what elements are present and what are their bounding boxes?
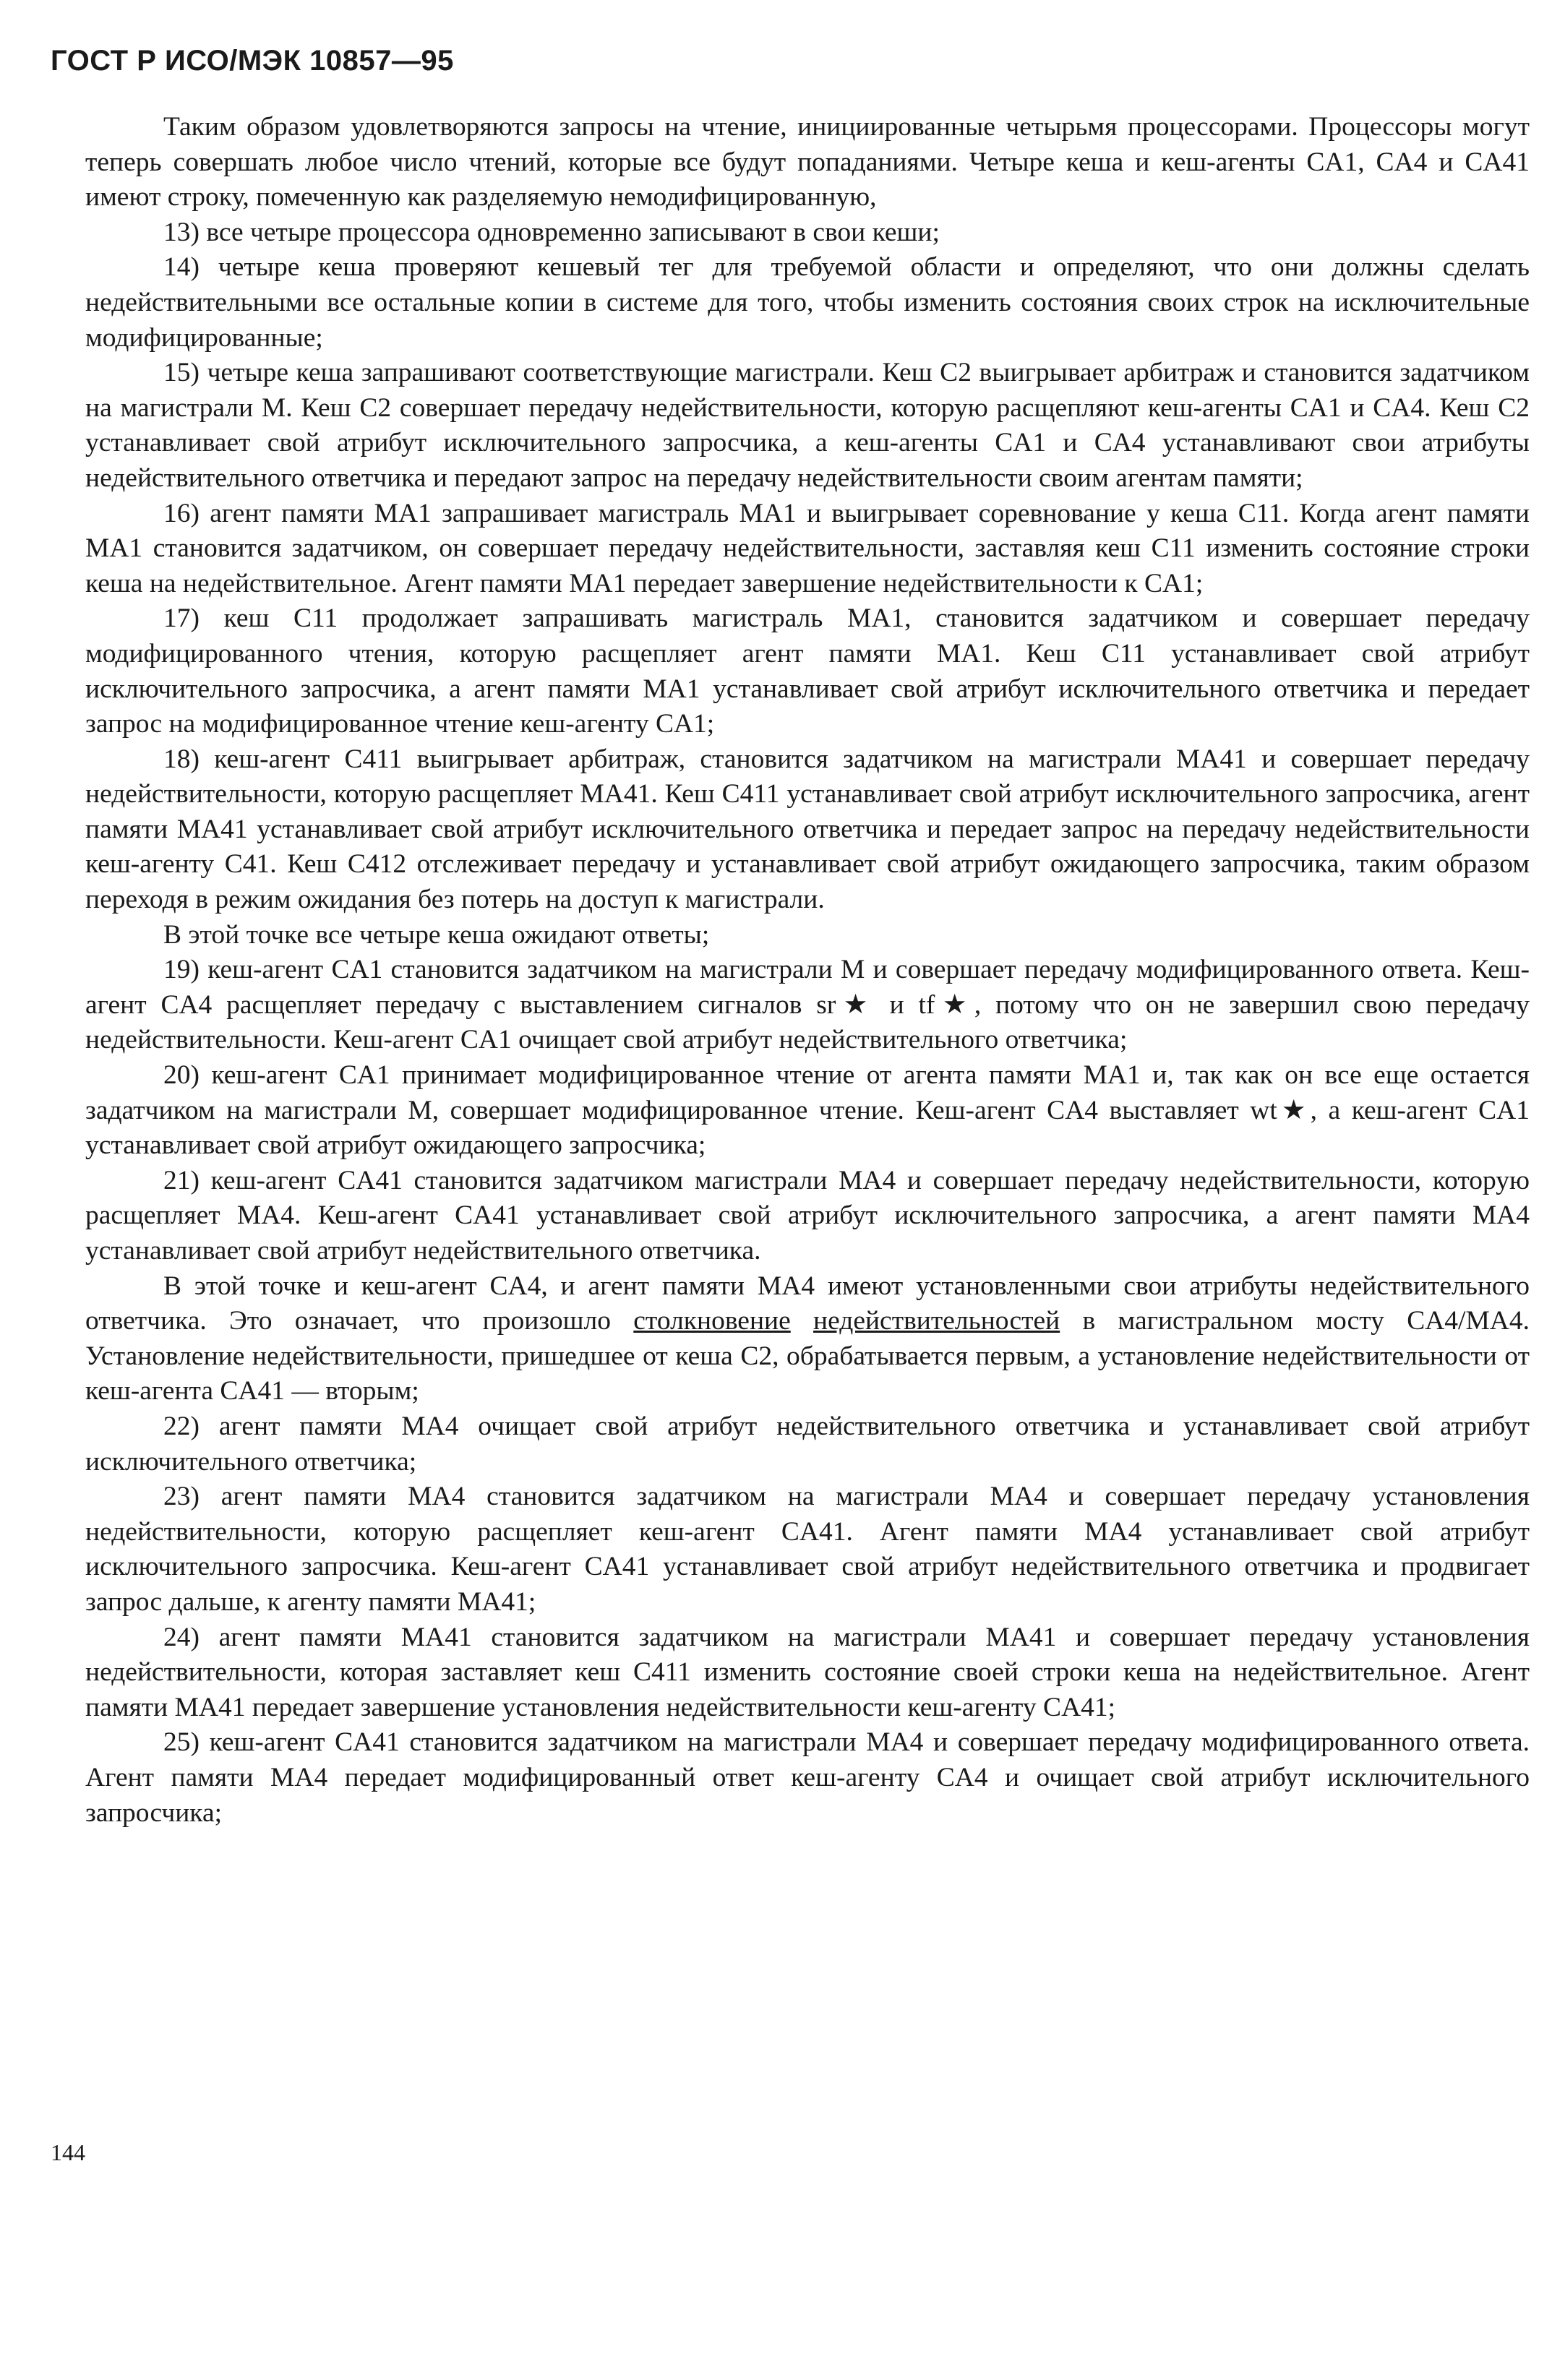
page-header-title: ГОСТ Р ИСО/МЭК 10857—95 [51,45,454,77]
paragraph: Таким образом удовлетворяются запросы на чтение, инициированные четырьмя процессорами. Процессоры могут теперь совершать любое число чтений, которые все будут попаданиями. Четыре кеша и кеш-агенты CA1, CA4 и CA41 имеют строку, помеченную как разделяемую немодифицированную, [85,112,1530,212]
page-body [85,110,1530,1831]
paragraph: 13) все четыре процессора одновременно записывают в свои кеши; [163,217,940,247]
paragraph: 15) четыре кеша запрашивают соответствующие магистрали. Кеш C2 выигрывает арбитраж и становится задатчиком на магистрали M. Кеш C2 совершает передачу недействительности, которую расщепляют кеш-агенты CA1 и CA4. Кеш C2 устанавливает свой атрибут исключительного запросчика, а кеш-агенты CA1 и CA4 устанавливают свои атрибуты недействительного ответчика и передают запрос на передачу недействительности своим агентам памяти; [85,358,1530,493]
paragraph: 21) кеш-агент CA41 становится задатчиком магистрали MA4 и совершает передачу недействительности, которую расщепляет MA4. Кеш-агент CA41 устанавливает свой атрибут исключительного запросчика, а агент памяти MA4 устанавливает свой атрибут недействительного ответчика. [85,1165,1530,1266]
paragraph: В этой точке все четыре кеша ожидают ответы; [163,919,710,950]
paragraph: 17) кеш C11 продолжает запрашивать магистраль MA1, становится задатчиком и совершает передачу модифицированного чтения, которую расщепляет агент памяти MA1. Кеш C11 устанавливает свой атрибут исключительного запросчика, а агент памяти MA1 устанавливает свой атрибут исключительного ответчика и передает запрос на модифицированное чтение кеш-агенту CA1; [85,603,1530,739]
paragraph: 16) агент памяти MA1 запрашивает магистраль MA1 и выигрывает соревнование у кеша C11. Когда агент памяти MA1 становится задатчиком, он совершает передачу недействительности, заставляя кеш C11 изменить состояние строки кеша на недействительное. Агент памяти MA1 передает завершение недействительности к CA1; [85,498,1530,598]
page-number: 144 [51,2139,85,2165]
paragraph-text: В этой точке и кеш-агент CA4, и агент памяти MA4 имеют установленными свои атрибуты недействительного ответчика. Это означает, что произошло [85,1271,1530,1336]
paragraph: 20) кеш-агент CA1 принимает модифицированное чтение от агента памяти MA1 и, так как он все еще остается задатчиком на магистрали M, совершает модифицированное чтение. Кеш-агент CA4 выставляет wt★, а кеш-агент CA1 устанавливает свой атрибут ожидающего запросчика; [85,1060,1530,1161]
paragraph: 18) кеш-агент C411 выигрывает арбитраж, становится задатчиком на магистрали MA41 и совершает передачу недействительности, которую расщепляет MA41. Кеш C411 устанавливает свой атрибут исключительного запросчика, агент памяти MA41 устанавливает свой атрибут исключительного ответчика и передает запрос на передачу недействительности кеш-агенту C41. Кеш C412 отслеживает передачу и устанавливает свой атрибут ожидающего запросчика, таким образом переходя в режим ожидания без потерь на доступ к магистрали. [85,744,1530,915]
paragraph: 14) четыре кеша проверяют кешевый тег для требуемой области и определяют, что они должны сделать недействительными все остальные копии в системе для того, чтобы изменить состояния своих строк на исключительные модифицированные; [85,252,1530,353]
paragraph: 24) агент памяти MA41 становится задатчиком на магистрали MA41 и совершает передачу установления недействительности, которая заставляет кеш C411 изменить состояние своей строки кеша на недействительное. Агент памяти MA41 передает завершение установления недействительности кеш-агенту CA41; [85,1622,1530,1722]
paragraph: 23) агент памяти MA4 становится задатчиком на магистрали MA4 и совершает передачу установления недействительности, которую расщепляет кеш-агент CA41. Агент памяти MA4 устанавливает свой атрибут исключительного запросчика. Кеш-агент CA41 устанавливает свой атрибут недействительного ответчика и продвигает запрос дальше, к агенту памяти MA41; [85,1482,1530,1617]
underlined-term: недействительностей [813,1306,1060,1336]
paragraph-text: в магистральном мосту CA4/MA4. Установление недействительности, пришедшее от кеша C2, обрабатывается первым, а установление недействительности от кеш-агента CA41 — вторым; [85,1306,1530,1406]
paragraph: 19) кеш-агент CA1 становится задатчиком на магистрали M и совершает передачу модифицированного ответа. Кеш-агент CA4 расщепляет передачу с выставлением сигналов sr★ и tf★, потому что он не завершил свою передачу недействительности. Кеш-агент CA1 очищает свой атрибут недействительного ответчика; [85,955,1530,1055]
collision-paragraph [85,1269,1530,1409]
paragraph: 22) агент памяти MA4 очищает свой атрибут недействительного ответчика и устанавливает свой атрибут исключительного ответчика; [85,1411,1530,1477]
underlined-term: столкновение [633,1306,791,1336]
paragraph-text [791,1306,813,1336]
paragraph: 25) кеш-агент CA41 становится задатчиком на магистрали MA4 и совершает передачу модифицированного ответа. Агент памяти MA4 передает модифицированный ответ кеш-агенту CA4 и очищает свой атрибут исключительного запросчика; [85,1727,1530,1828]
